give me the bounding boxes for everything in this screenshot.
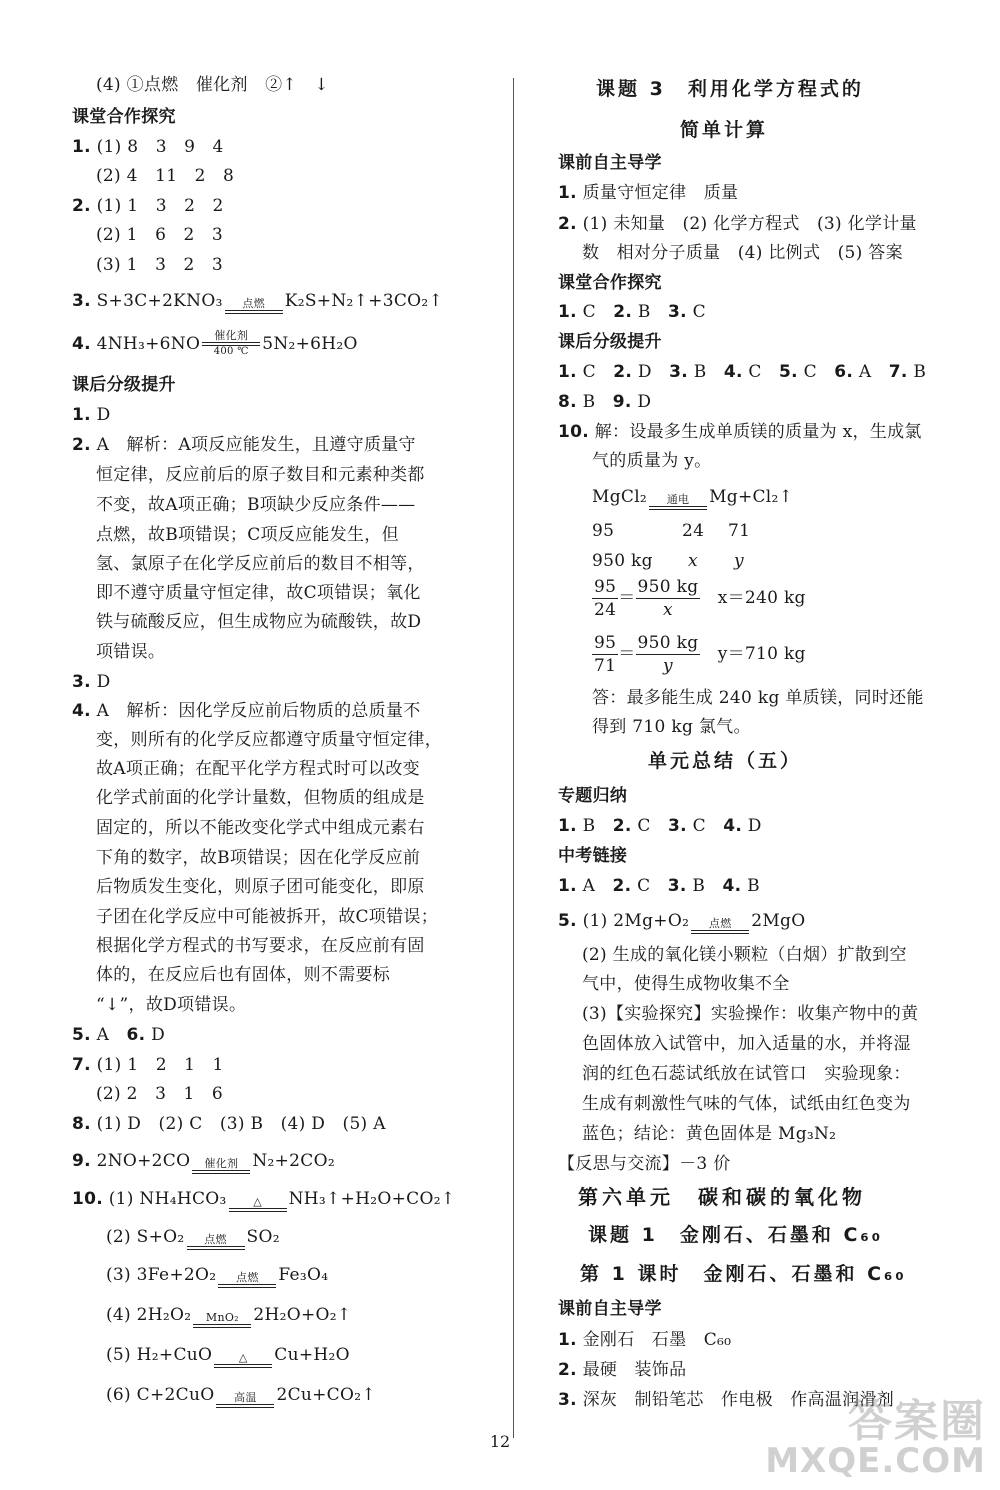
answer-line: 1. (1) 8 3 9 4 [72, 137, 224, 157]
answer-line: “↓”，故D项错误。 [96, 995, 247, 1015]
unknown-x: x [688, 551, 698, 571]
equation-line: (3) 3Fe+2O₂ 点燃 Fe₃O₄ [106, 1262, 328, 1288]
watermark-text: 答案圈 [848, 1396, 986, 1447]
answer-line: 固定的，所以不能改变化学式中组成元素右 [96, 818, 425, 838]
answer-line: 即不遵守质量守恒定律，故C项错误；氧化 [96, 583, 421, 603]
answer-line: 点燃，故B项错误；C项反应能发生，但 [96, 525, 399, 545]
reaction-condition: 点燃 [185, 1234, 247, 1250]
answer-line: 得到 710 kg 氯气。 [592, 717, 751, 737]
reaction-condition: 催化剂 400 ℃ [200, 330, 262, 357]
reaction-condition: 高温 [214, 1392, 276, 1408]
answer-line: 下角的数字，故B项错误；因在化学反应前 [96, 848, 421, 868]
equation-line: MgCl₂ 通电 Mg+Cl₂↑ [592, 484, 793, 510]
unknown-y: y [734, 551, 744, 571]
answer-line: (3)【实验探究】实验操作：收集产物中的黄 [582, 1004, 919, 1024]
answer-line: 恒定律，反应前后的原子数目和元素种类都 [96, 465, 425, 485]
answer-line: 【反思与交流】－3 价 [558, 1154, 731, 1174]
answer-line: 2. A 解析：A项反应能发生，且遵守质量守 [72, 435, 416, 455]
answer-line: 3. D [72, 672, 111, 692]
class-period-title: 第 1 课时 金刚石、石墨和 C₆₀ [580, 1263, 907, 1285]
answer-line: 3. 深灰 制铅笔芯 作电极 作高温润滑剂 [558, 1390, 895, 1410]
answer-line: (3) 1 3 2 3 [96, 255, 224, 275]
molar-mass: 71 [728, 521, 751, 541]
answer-line: 2. (1) 未知量 (2) 化学方程式 (3) 化学计量 [558, 214, 917, 234]
proportion-line: $\frac{95}{24}$ ＝ $\frac{950 kg}{x}$ x＝240 kg [594, 577, 806, 620]
answer-line: (2) 生成的氧化镁小颗粒（白烟）扩散到空 [582, 945, 907, 965]
section-heading: 课堂合作探究 [72, 107, 176, 127]
equation-line: 3. S+3C+2KNO₃ 点燃 K₂S+N₂↑+3CO₂↑ [72, 288, 443, 314]
answer-line: 1. A 2. C 3. B 4. B [558, 876, 760, 896]
reaction-condition: MnO₂ [191, 1312, 253, 1328]
answer-line: 后物质发生变化，则原子团可能变化，即原 [96, 877, 425, 897]
answer-line: 1. B 2. C 3. C 4. D [558, 816, 762, 836]
answer-line: 气中，使得生成物收集不全 [582, 974, 790, 994]
answer-line: 5. A 6. D [72, 1025, 166, 1045]
answer-line: (4) ①点燃 催化剂 ②↑ ↓ [96, 75, 329, 95]
answer-line: 7. (1) 1 2 1 1 [72, 1055, 224, 1075]
answer-line: 10. 解：设最多生成单质镁的质量为 x，生成氯 [558, 422, 922, 442]
answer-line: 子团在化学反应中可能被拆开，故C项错误； [96, 907, 439, 927]
answer-line: 润的红色石蕊试纸放在试管口 实验现象： [582, 1064, 911, 1084]
section-heading: 专题归纳 [558, 786, 628, 806]
answer-line: 1. 质量守恒定律 质量 [558, 183, 739, 203]
answer-line: 1. D [72, 405, 111, 425]
answer-line: 氢、氯原子在化学反应前后的数目不相等， [96, 554, 425, 574]
unit-summary-title: 单元总结（五） [648, 750, 803, 772]
lesson-title: 课题 1 金刚石、石墨和 C₆₀ [588, 1224, 884, 1246]
reaction-condition: 点燃 [689, 918, 751, 934]
answer-line: 2. 最硬 装饰品 [558, 1360, 687, 1380]
answer-line: 根据化学方程式的书写要求，在反应前有固 [96, 936, 425, 956]
answer-line: 1. 金刚石 石墨 C₆₀ [558, 1330, 732, 1350]
answer-line: 不变，故A项正确；B项缺少反应条件—— [96, 495, 416, 515]
column-divider [513, 78, 514, 1438]
equation-line: (6) C+2CuO 高温 2Cu+CO₂↑ [106, 1382, 376, 1408]
watermark-url: MXQE.COM [765, 1441, 986, 1481]
section-heading: 课前自主导学 [558, 153, 662, 173]
reaction-condition: 催化剂 [190, 1158, 252, 1174]
answer-line: 变，则所有的化学反应都遵守质量守恒定律， [96, 730, 442, 750]
lesson-title: 课题 3 利用化学方程式的 [596, 78, 864, 100]
answer-line: 1. C 2. D 3. B 4. C 5. C 6. A 7. B [558, 362, 927, 382]
answer-line: 化学式前面的化学计量数，但物质的组成是 [96, 788, 425, 808]
answer-line: 蓝色；结论：黄色固体是 Mg₃N₂ [582, 1124, 837, 1144]
answer-line: 答：最多能生成 240 kg 单质镁，同时还能 [592, 688, 924, 708]
equation-line: (5) H₂+CuO △ Cu+H₂O [106, 1342, 350, 1368]
answer-line: (2) 4 11 2 8 [96, 166, 235, 186]
section-heading: 课后分级提升 [558, 332, 662, 352]
answer-line: 8. (1) D (2) C (3) B (4) D (5) A [72, 1114, 386, 1134]
reaction-condition: 点燃 [216, 1272, 278, 1288]
equation-line: (2) S+O₂ 点燃 SO₂ [106, 1224, 280, 1250]
section-heading: 课前自主导学 [558, 1299, 662, 1319]
equation-line: 4. 4NH₃+6NO 催化剂 400 ℃ 5N₂+6H₂O [72, 329, 358, 357]
lesson-title: 简单计算 [680, 119, 769, 141]
section-heading: 课后分级提升 [72, 375, 176, 395]
page-number: 12 [489, 1432, 511, 1451]
reaction-condition: 点燃 [223, 298, 285, 314]
answer-line: 8. B 9. D [558, 392, 652, 412]
molar-mass: 95 [592, 521, 615, 541]
answer-line: 项错误。 [96, 642, 166, 662]
answer-line: 2. (1) 1 3 2 2 [72, 196, 224, 216]
proportion-line: $\frac{95}{71}$ ＝ $\frac{950 kg}{y}$ y＝710 kg [594, 633, 806, 676]
watermark-logo [765, 1385, 990, 1485]
answer-line: 生成有刺激性气味的气体，试纸由红色变为 [582, 1094, 911, 1114]
answer-line: 铁与硫酸反应，但生成物应为硫酸铁，故D [96, 612, 422, 632]
equation-line: 9. 2NO+2CO 催化剂 N₂+2CO₂ [72, 1148, 335, 1174]
reaction-condition: △ [227, 1196, 289, 1212]
equation-line: (4) 2H₂O₂ MnO₂ 2H₂O+O₂↑ [106, 1302, 351, 1328]
section-heading: 中考链接 [558, 846, 628, 866]
molar-mass: 24 [682, 521, 705, 541]
answer-line: (2) 2 3 1 6 [96, 1084, 224, 1104]
known-quantity: 950 kg [592, 551, 653, 571]
answer-line: 色固体放入试管中，加入适量的水，并将湿 [582, 1034, 911, 1054]
unit-title: 第六单元 碳和碳的氧化物 [578, 1185, 866, 1209]
answer-line: 气的质量为 y。 [592, 451, 712, 471]
section-heading: 课堂合作探究 [558, 273, 662, 293]
equation-line: 10. (1) NH₄HCO₃ △ NH₃↑+H₂O+CO₂↑ [72, 1186, 455, 1212]
answer-line: 体的，在反应后也有固体，则不需要标 [96, 965, 391, 985]
reaction-condition: △ [212, 1352, 274, 1368]
reaction-condition: 通电 [647, 494, 709, 510]
answer-line: 1. C 2. B 3. C [558, 302, 706, 322]
answer-line: (2) 1 6 2 3 [96, 225, 224, 245]
answer-line: 故A项正确；在配平化学方程式时可以改变 [96, 759, 420, 779]
answer-line: 数 相对分子质量 (4) 比例式 (5) 答案 [582, 243, 903, 263]
answer-line: 4. A 解析：因化学反应前后物质的总质量不 [72, 701, 421, 721]
equation-line: 5. (1) 2Mg+O₂ 点燃 2MgO [558, 908, 805, 934]
